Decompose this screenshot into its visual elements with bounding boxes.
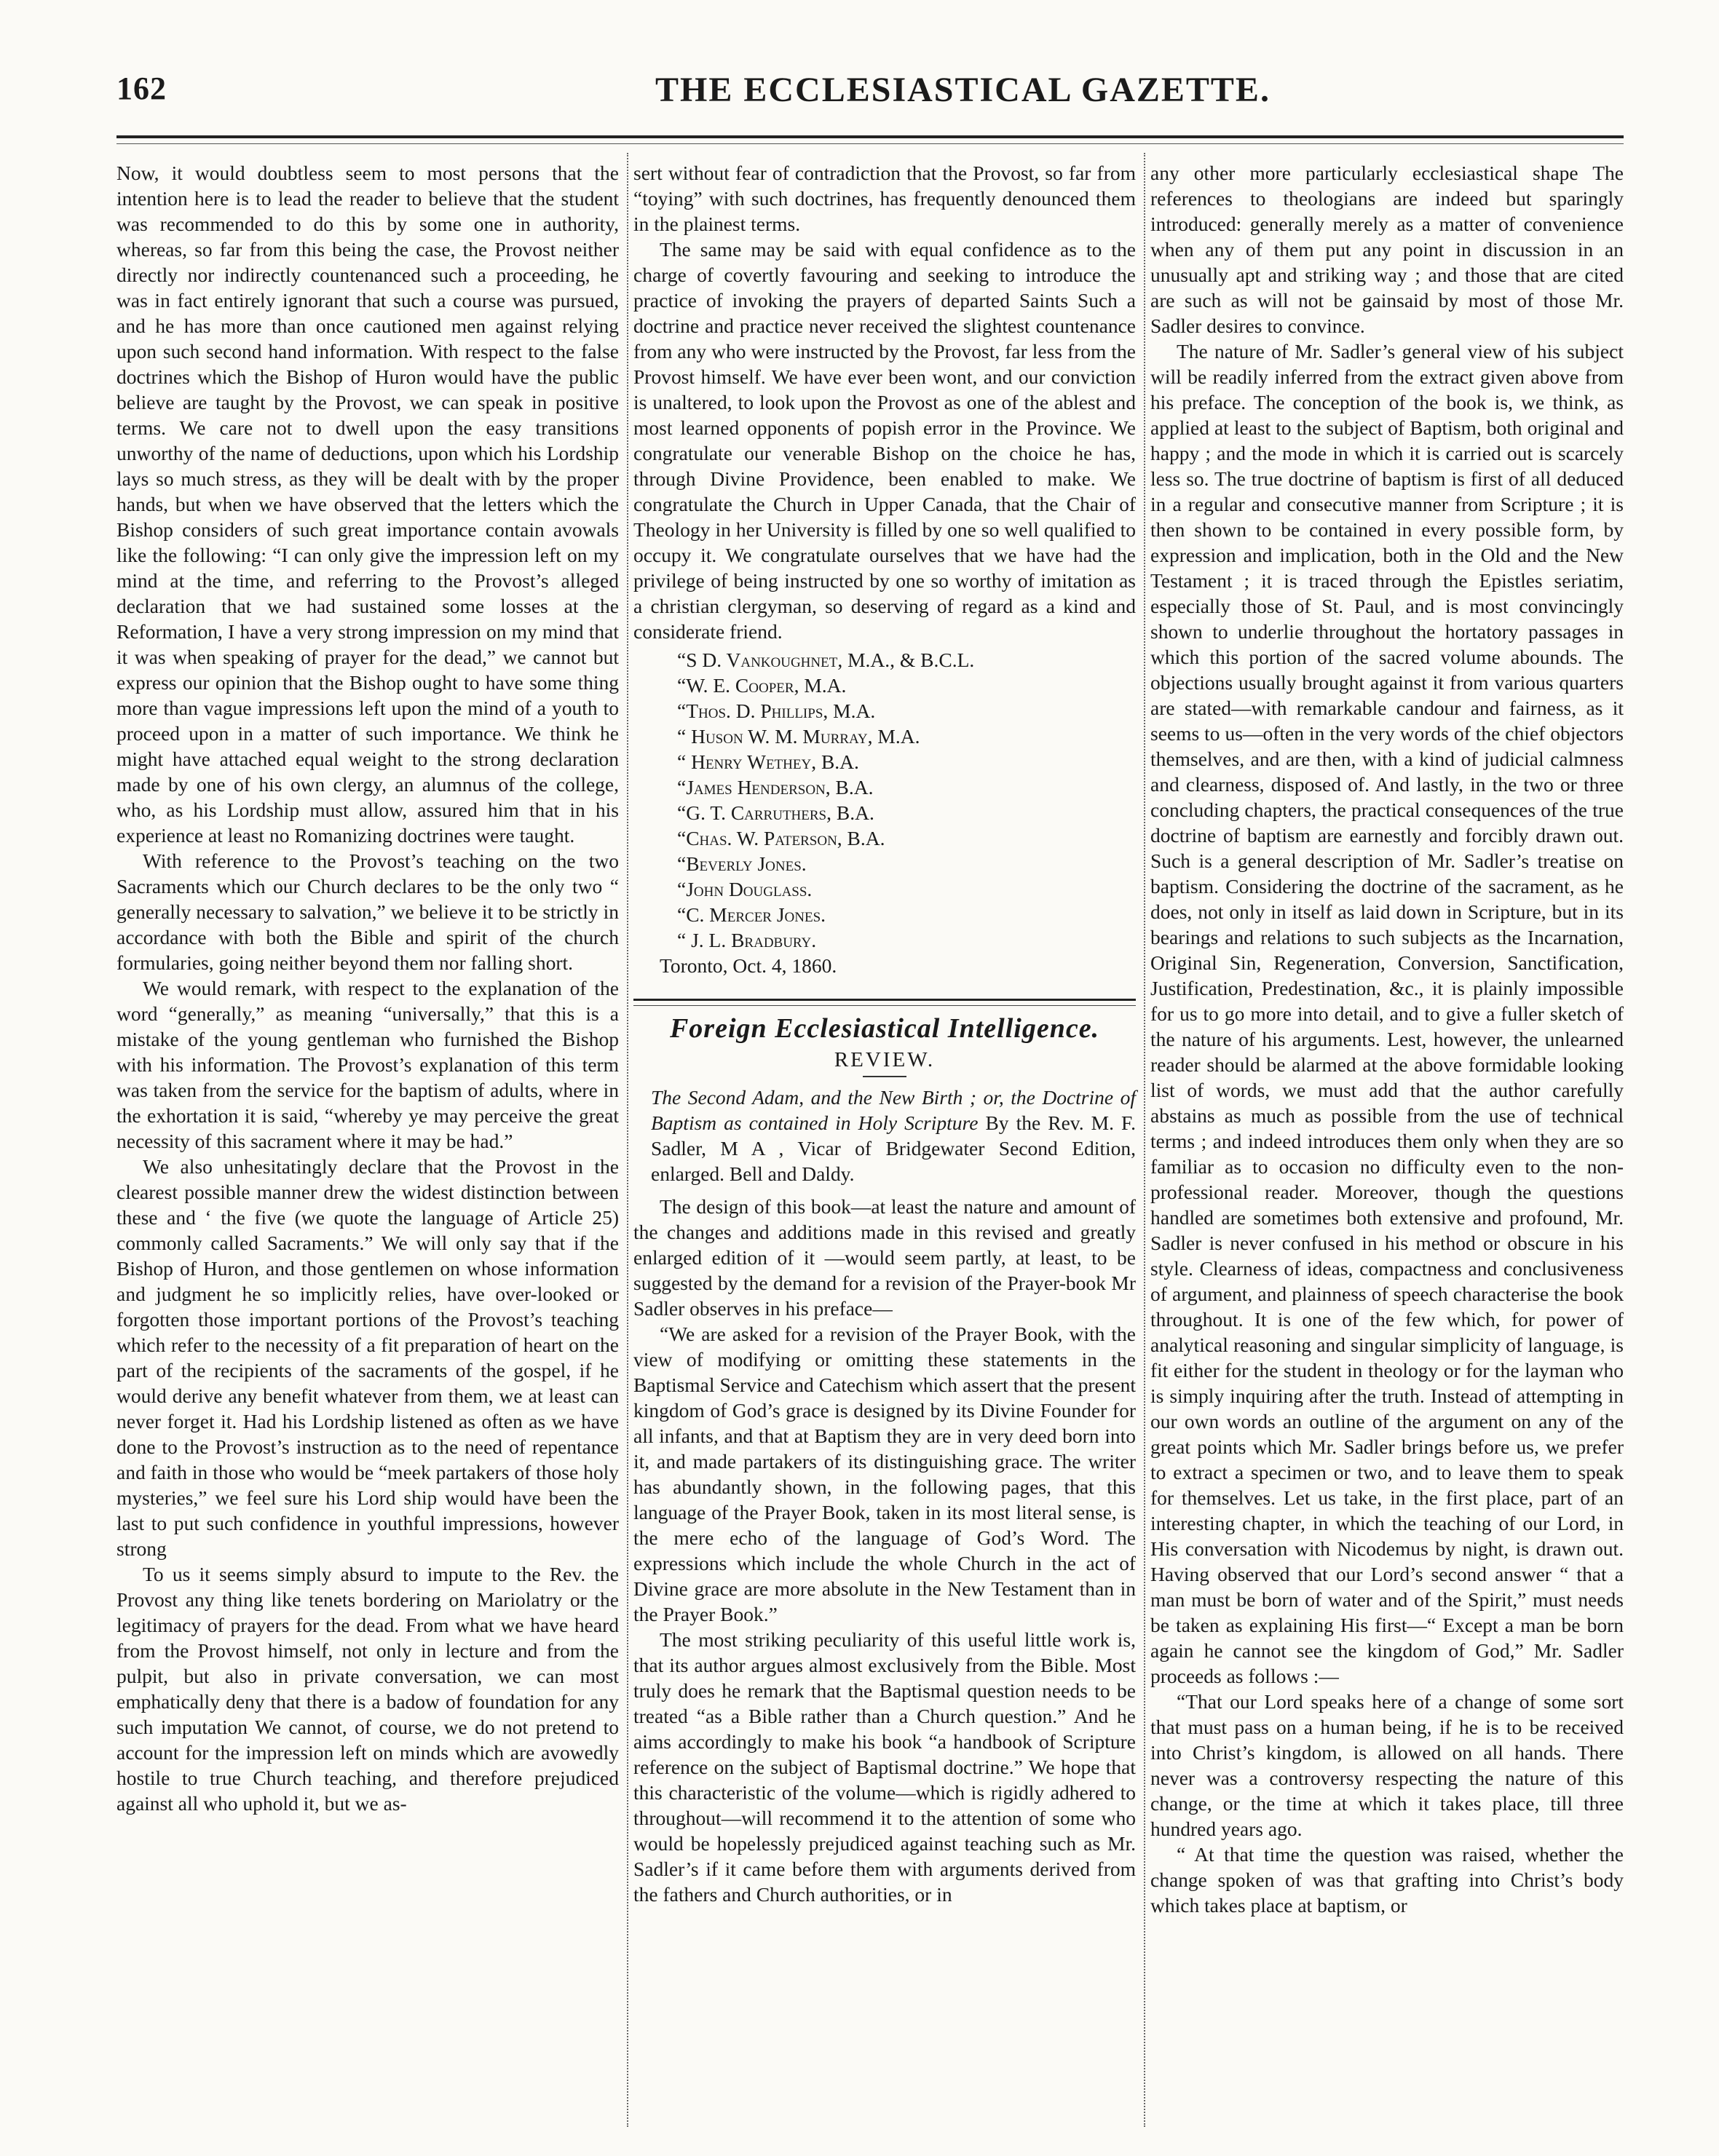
column-divider-1 [627, 153, 628, 2127]
paragraph: The most striking peculiarity of this useful little work is, that its author argues almost exclusively from the Bible. Most truly does he remark that the Baptismal question needs to be treated “as a Bible rather than a Church question.” And he aims accordingly to make his book “a handbook of Scripture reference on the subject of Baptismal doctrine.” We hope that this characteristic of the volume—which is rigidly adhered to throughout—will recommend it to the attention of some who would be hopelessly prejudiced against teaching such as Mr. Sadler’s if it came before them with arguments derived from the fathers and Church authorities, or in [633, 1628, 1136, 1906]
paragraph: With reference to the Provost’s teaching on the two Sacraments which our Church declares to be the only two “ generally necessary to salvation,” we believe it to be strictly in accordance with both the Bible and spirit of the church formularies, going neither beyond them nor falling short. [116, 849, 619, 974]
page-number: 162 [116, 71, 167, 106]
signature: “ Henry Wethey, B.A. [677, 750, 859, 773]
signature: “Beverly Jones. [677, 852, 807, 875]
signature: “ Huson W. M. Murray, M.A. [677, 725, 920, 748]
section-title: Foreign Ecclesiastical Intelligence. [669, 1013, 1100, 1044]
review-heading: REVIEW. [834, 1048, 936, 1071]
signature: “S D. Vankoughnet, M.A., & B.C.L. [677, 649, 975, 671]
signature: “C. Mercer Jones. [677, 903, 826, 926]
column-divider-2 [1144, 153, 1145, 2127]
signature: “James Henderson, B.A. [677, 776, 874, 798]
column-1 [116, 160, 619, 1816]
signature: “G. T. Carruthers, B.A. [677, 801, 874, 824]
signature: “ J. L. Bradbury. [677, 929, 817, 951]
column-2 [633, 160, 1136, 1907]
book-details: By the Rev. M. F. Sadler, M A , Vicar of Bridgewater Second Edition, enlarged. Bell and Daldy. [651, 1111, 1137, 1185]
quoted-paragraph: “We are asked for a revision of the Prayer Book, with the view of modifying or omitting these statements in the Baptismal Service and Catechism which assert that the present kingdom of God’s grace is designed by its Divine Founder for all infants, and that at Baptism they are in very deed born into it, and made partakers of its distinguishing grace. The writer has abundantly shown, in the following pages, that this language of the Prayer Book, taken in its most literal sense, is the mere echo of the language of God’s Word. The expressions which include the whole Church in the act of Divine grace are more absolute in the New Testament than in the Prayer Book.” [633, 1323, 1136, 1625]
masthead-title: THE ECCLESIASTICAL GAZETTE. [655, 71, 1271, 109]
header-rule-thin [116, 143, 1624, 144]
section-rule-thin [633, 1005, 1136, 1006]
paragraph: Now, it would doubtless seem to most persons that the intention here is to lead the reader to believe that the student was recommended to do this by some one in authority, whereas, so far from this being the case, the Provost neither directly nor indirectly countenanced such a proceeding, he was in fact entirely ignorant that such a course was pursued, and he has more than once cautioned men against relying upon such second hand information. With respect to the false doctrines which the Bishop of Huron would have the public believe are taught by the Provost, we can speak in positive terms. We care not to dwell upon the easy transitions unworthy of the name of deductions, upon which his Lordship lays so much stress, as they will be dealt with by the proper hands, but when we have observed that the letters which the Bishop considers of such great importance contain avowals like the following: “I can only give the impression left on my mind at the time, and referring to the Provost’s alleged declaration that we had sustained some losses at the Reformation, I have a very strong impression on my mind that it was when speaking of prayer for the dead,” we cannot but express our opinion that the Bishop ought to have some thing more than vague impressions left upon the mind of a youth to proceed upon in a matter of such importance. We think he might have attached equal weight to the strong declaration made by one of his own clergy, an alumnus of the college, who, as his Lordship must allow, assured him that in his experience at least no Romanizing doctrines were taught. [116, 162, 619, 847]
book-citation [633, 1085, 1136, 1186]
signature-list [633, 647, 1136, 953]
paragraph: We also unhesitatingly declare that the Provost in the clearest possible manner drew the widest distinction between these and ‘ the five (we quote the language of Article 25) commonly called Sacraments.” We will only say that if the Bishop of Huron, and those gentlemen on whose information and judgment he so implicitly relies, have over-looked or forgotten those important portions of the Provost’s teaching which refer to the necessity of a fit preparation of heart on the part of the recipients of the sacraments of the gospel, if he would derive any benefit whatever from them, we at least can never forget it. Had his Lordship listened as often as we have done to the Provost’s instruction as to the need of repentance and faith in those who would be “meek partakers of those holy mysteries,” we feel sure his Lord ship would have been the last to put such confidence in youthful impressions, however strong [116, 1155, 619, 1560]
paragraph: The nature of Mr. Sadler’s general view of his subject will be readily inferred from the extract given above from his preface. The conception of the book is, we think, as applied at least to the subject of Baptism, both original and happy ; and the mode in which it is carried out is scarcely less so. The true doctrine of baptism is first of all deduced in a regular and consecutive manner from Scripture ; it is then shown to be contained in every possible form, by expression and implication, both in the Old and the New Testament ; it is traced through the Epistles seriatim, especially those of St. Paul, and is most convincingly shown to underlie throughout the hortatory passages in which this portion of the sacred volume abounds. The objections usually brought against it from various quarters are stated—with remarkable candour and fairness, as it seems to us—often in the very words of the chief objectors themselves, and are then, with a kind of judicial calmness and clearness, disposed of. And lastly, in the two or three concluding chapters, the practical consequences of the true doctrine of baptism are earnestly and forcibly drawn out. Such is a general description of Mr. Sadler’s treatise on baptism. Considering the doctrine of the sacrament, as he does, not only in itself as laid down in Scripture, but in its bearings and relations to such subjects as the Incarnation, Original Sin, Regeneration, Conversion, Sanctification, Justification, Predestination, &c., it is plainly impossible for us to go more into detail, and to give a fuller sketch of the nature of his arguments. Lest, however, the unlearned reader should be alarmed at the above formidable looking list of words, we must add that the author carefully abstains as much as possible from the use of technical terms ; and indeed introduces them only when they are so familiar as to occasion no difficulty even to the non-professional reader. Moreover, though the questions handled are sometimes both extensive and profound, Mr. Sadler is never confused in his method or obscure in his style. Clearness of ideas, compactness and conclusiveness of argument, and plainness of speech characterise the book throughout. It is one of the few which, for power of analytical reasoning and singular simplicity of language, is fit either for the student in theology or for the layman who is simply inquiring after the truth. Instead of attempting in our own words an outline of the argument on any of the great points which Mr. Sadler brings before us, we prefer to extract a specimen or two, and to leave them to speak for themselves. Let us take, in the first place, part of an interesting chapter, in which the teaching of our Lord, in His conversation with Nicodemus by night, is drawn out. Having observed that our Lord’s second answer “ that a man must be born of water and of the Spirit,” must needs be taken as explaining His first—“ Except a man be born again he cannot see the kingdom of God,” Mr. Sadler proceeds as follows :— [1150, 340, 1624, 1687]
signature: “John Douglass. [677, 878, 813, 900]
quoted-paragraph: “ At that time the question was raised, whether the change spoken of was that grafting into Christ’s body which takes place at baptism, or [1150, 1843, 1624, 1917]
signature: “Thos. D. Phillips, M.A. [677, 699, 876, 722]
page-header [116, 70, 1616, 121]
column-3 [1150, 160, 1624, 1918]
signature: “W. E. Cooper, M.A. [677, 674, 847, 697]
quoted-paragraph: “That our Lord speaks here of a change of some sort that must pass on a human being, if he is to be received into Christ’s kingdom, is allowed on all hands. There never was a controversy respecting the nature of this change, or the time at which it takes place, till three hundred years ago. [1150, 1690, 1624, 1840]
paragraph: To us it seems simply absurd to impute to the Rev. the Provost any thing like tenets bordering on Mariolatry or the legitimacy of prayers for the dead. From what we have heard from the Provost himself, not only in lecture and from the pulpit, but also in private conversation, we can most emphatically deny that there is a badow of foundation for any such imputation We cannot, of course, we do not pretend to account for the impression left on minds which are avowedly hostile to true Church teaching, and therefore prejudiced against all who uphold it, but we as- [116, 1563, 619, 1815]
signature: “Chas. W. Paterson, B.A. [677, 827, 885, 849]
place-date: Toronto, Oct. 4, 1860. [660, 954, 837, 977]
paragraph: The same may be said with equal confidence as to the charge of covertly favouring and seeking to introduce the practice of invoking the prayers of departed Saints Such a doctrine and practice never received the slightest countenance from any who were instructed by the Provost, far less from the Provost himself. We have ever been wont, and our conviction is unaltered, to look upon the Provost as one of the ablest and most learned opponents of popish error in the Province. We congratulate our venerable Bishop on the choice he has, through Divine Providence, been enabled to make. We congratulate the Church in Upper Canada, that the Chair of Theology in her University is filled by one so well qualified to occupy it. We congratulate ourselves that we have had the privilege of being instructed by one so worthy of imitation as a christian clergyman, so deserving of regard as a kind and considerate friend. [633, 238, 1136, 643]
paragraph: We would remark, with respect to the explanation of the word “generally,” as meaning “universally,” that this is a mistake of the young gentleman who furnished the Bishop with his information. The Provost’s explanation of this term was taken from the service for the baptism of adults, where in the exhortation it is said, “whereby ye may perceive the great necessity of this sacrament where it may be had.” [116, 977, 619, 1152]
short-rule [863, 1076, 906, 1077]
section-rule [633, 999, 1136, 1001]
paragraph: any other more particularly ecclesiastical shape The references to theologians are indeed but sparingly introduced: generally merely as a matter of convenience when any of them put any point in discussion in an unusually apt and striking way ; and those that are cited are such as will not be gainsaid by most of those Mr. Sadler desires to convince. [1150, 162, 1624, 337]
header-rule [116, 135, 1624, 138]
paragraph: The design of this book—at least the nature and amount of the changes and additions made in this revised and greatly enlarged edition of it —would seem partly, at least, to be suggested by the demand for a revision of the Prayer-book Mr Sadler observes in his preface— [633, 1195, 1136, 1320]
paragraph: sert without fear of contradiction that the Provost, so far from “toying” with such doctrines, has frequently denounced them in the plainest terms. [633, 162, 1136, 235]
book-title: The Second Adam, and the New Birth ; or, the Doctrine of Baptism as contained in Holy Scripture [651, 1086, 1136, 1134]
